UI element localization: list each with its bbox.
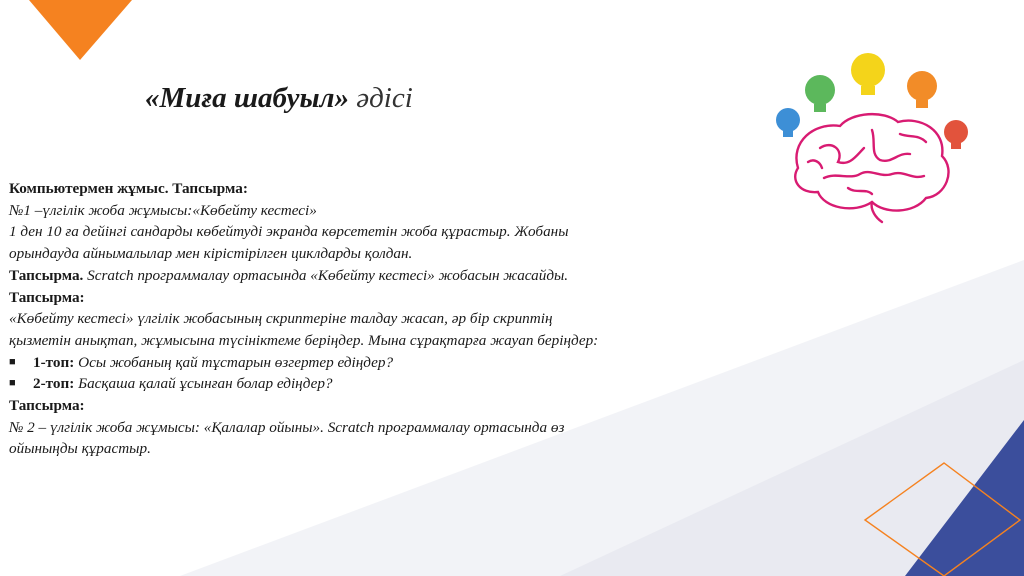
lightbulb-icon-orange: [907, 71, 937, 108]
bullet-group-2: [9, 373, 769, 395]
title-light: әдісі: [356, 82, 413, 114]
analysis-line1: «Көбейту кестесі» үлгілік жобасының скриптеріне талдау жасап, әр бір скриптің: [9, 310, 553, 328]
project-1-desc-line2: орындауда айнымалылар мен кірістірілген циклдарды қолдан.: [9, 245, 413, 263]
task-label: Тапсырма.: [9, 266, 84, 284]
square-bullet-icon: ■: [9, 377, 16, 390]
lightbulb-icon-green: [805, 75, 835, 112]
project-1-desc-line1: 1 ден 10 ға дейінгі сандарды көбейтуді экранда көрсететін жоба құрастыр. Жобаны: [9, 223, 569, 241]
bullet-text: Басқаша қалай ұсынған болар едіңдер?: [74, 375, 333, 393]
heading-computer-work: Компьютермен жұмыс. Тапсырма:: [9, 180, 248, 197]
bullet-text: Осы жобаның қай тұстарын өзгертер едіңдер?: [74, 353, 394, 371]
bullet-label: 2-топ:: [33, 375, 75, 393]
lightbulb-icon-blue: [776, 108, 800, 137]
slide-title: [145, 78, 413, 118]
brain-icon: [795, 114, 948, 222]
square-bullet-icon: ■: [9, 355, 16, 368]
analysis-line2: қызметін анықтап, жұмысына түсініктеме беріңдер. Мына сұрақтарға жауап беріңдер:: [9, 331, 599, 349]
orange-corner-triangle: [29, 0, 132, 60]
task-text: Scratch программалау ортасында «Көбейту кестесі» жобасын жасайды.: [83, 266, 569, 284]
project-2-line1: № 2 – үлгілік жоба жұмысы: «Қалалар ойыны». Scratch программалау ортасында өз: [9, 418, 565, 436]
bullet-group-1: [9, 352, 769, 374]
task-line: [9, 265, 769, 287]
lightbulb-icon-yellow: [851, 53, 885, 95]
heading-task-3: Тапсырма:: [9, 397, 85, 415]
slide-body: [9, 178, 769, 460]
brain-lightbulbs-illustration: [760, 38, 984, 224]
bullet-label: 1-топ:: [33, 353, 75, 371]
project-2-line2: ойыныңды құрастыр.: [9, 440, 151, 458]
heading-task-2: Тапсырма:: [9, 288, 85, 306]
title-bold: «Миға шабуыл»: [145, 82, 349, 114]
project-1-title: №1 –үлгілік жоба жұмысы:«Көбейту кестесі»: [9, 201, 317, 219]
lightbulb-icon-red: [944, 120, 968, 149]
